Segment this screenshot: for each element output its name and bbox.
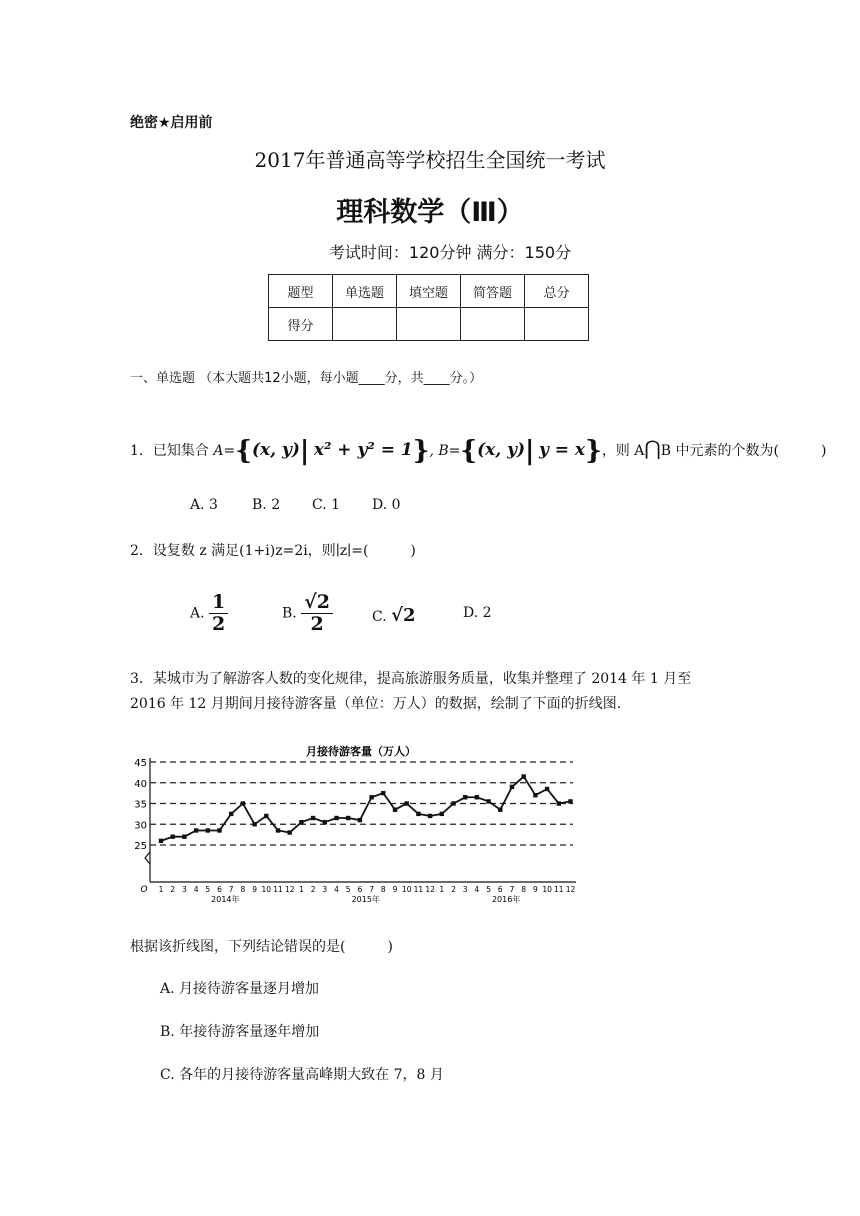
fraction-half xyxy=(209,592,228,635)
score-table xyxy=(268,274,589,341)
data-point xyxy=(510,785,514,789)
score-cell[interactable] xyxy=(333,308,397,341)
x-tick-label: 8 xyxy=(240,885,246,894)
origin-label: O xyxy=(140,885,148,895)
year-label: 2016年 xyxy=(491,895,521,904)
data-point xyxy=(440,812,444,816)
x-tick-label: 9 xyxy=(392,885,398,894)
score-table-score-row xyxy=(269,308,589,341)
score-header-cell: 总分 xyxy=(525,275,589,308)
x-tick-label: 9 xyxy=(252,885,257,894)
q1-b-set-left: (x, y) xyxy=(477,440,526,460)
x-tick-label: 2 xyxy=(310,885,316,894)
data-point xyxy=(311,816,315,820)
data-point xyxy=(463,795,467,799)
data-point xyxy=(323,820,327,824)
score-header-cell: 填空题 xyxy=(397,275,461,308)
x-tick-label: 7 xyxy=(509,885,515,894)
score-header-cell: 题型 xyxy=(269,275,333,308)
x-tick-label: 3 xyxy=(462,885,468,894)
fraction-numerator: 1 xyxy=(209,592,228,614)
data-point xyxy=(451,801,455,805)
q1-suffix2: B 中元素的个数为( ) xyxy=(660,443,827,459)
x-tick-label: 5 xyxy=(205,885,211,894)
data-point xyxy=(428,814,432,818)
data-point xyxy=(557,801,561,805)
q2-option-c[interactable] xyxy=(372,605,415,626)
x-tick-label: 12 xyxy=(284,885,295,894)
q1-suffix: ，则 A xyxy=(601,443,645,459)
q3-option-c[interactable]: C. 各年的月接待游客量高峰期大致在 7，8 月 xyxy=(160,1067,444,1083)
data-point xyxy=(346,816,350,820)
x-tick-label: 4 xyxy=(474,885,480,894)
data-point xyxy=(533,793,537,797)
fraction-sqrt2-over-2 xyxy=(301,592,333,635)
data-point xyxy=(393,808,397,812)
x-tick-label: 1 xyxy=(299,885,304,894)
x-tick-label: 8 xyxy=(521,885,527,894)
q2-option-a[interactable] xyxy=(190,592,228,635)
data-point xyxy=(299,820,303,824)
x-tick-label: 10 xyxy=(401,885,412,894)
x-tick-label: 4 xyxy=(193,885,199,894)
q2-option-b-label: B. xyxy=(282,605,297,622)
data-point xyxy=(405,801,409,805)
x-tick-label: 11 xyxy=(413,885,424,894)
data-point xyxy=(381,791,385,795)
q2-option-a-label: A. xyxy=(190,605,205,622)
score-cell[interactable] xyxy=(525,308,589,341)
data-point xyxy=(194,828,198,832)
data-point xyxy=(545,787,549,791)
q1-option-c[interactable]: C. 1 xyxy=(312,497,341,513)
q1-a-set-left: (x, y) xyxy=(251,440,300,460)
x-tick-label: 6 xyxy=(357,885,363,894)
x-tick-label: 7 xyxy=(369,885,374,894)
y-tick-label: 40 xyxy=(134,778,147,790)
q3-option-b[interactable]: B. 年接待游客量逐年增加 xyxy=(160,1024,320,1040)
data-point xyxy=(486,799,490,803)
x-tick-label: 1 xyxy=(158,885,164,894)
q2-option-b[interactable] xyxy=(282,592,333,635)
q3-line-1: 3．某城市为了解游客人数的变化规律，提高旅游服务质量，收集并整理了 2014 年 1 月至 xyxy=(130,671,692,687)
fraction-numerator: √2 xyxy=(301,592,333,614)
x-tick-label: 7 xyxy=(228,885,234,894)
q1-b-set-cond: y = x xyxy=(538,440,586,460)
score-row-label: 得分 xyxy=(269,308,333,341)
data-point xyxy=(252,822,256,826)
x-tick-label: 8 xyxy=(380,885,386,894)
x-tick-label: 2 xyxy=(170,885,176,894)
x-tick-label: 10 xyxy=(261,885,272,894)
q2-option-c-label: C. xyxy=(372,609,387,625)
x-tick-label: 5 xyxy=(345,885,351,894)
data-point xyxy=(229,812,233,816)
q3-line-2: 2016 年 12 月期间月接待游客量（单位：万人）的数据，绘制了下面的折线图. xyxy=(130,696,622,712)
series-line xyxy=(161,777,571,841)
data-point xyxy=(358,818,362,822)
q3-option-a[interactable]: A. 月接待游客量逐月增加 xyxy=(160,981,320,997)
subject-title: 理科数学（Ⅲ） xyxy=(336,197,524,228)
data-point xyxy=(241,801,245,805)
data-point xyxy=(522,774,526,778)
x-tick-label: 4 xyxy=(334,885,339,894)
data-point xyxy=(334,816,338,820)
fraction-denominator: 2 xyxy=(310,612,324,635)
x-tick-label: 10 xyxy=(542,885,552,894)
x-tick-label: 11 xyxy=(273,885,283,894)
q1-cap-symbol: ⋂ xyxy=(644,436,661,460)
data-point xyxy=(416,812,420,816)
y-tick-label: 45 xyxy=(134,758,147,769)
x-tick-label: 11 xyxy=(554,885,564,894)
data-point xyxy=(276,828,280,832)
x-tick-label: 5 xyxy=(486,885,491,894)
score-table-header-row xyxy=(269,275,589,308)
visitor-line-chart xyxy=(128,740,578,905)
q2-option-d[interactable]: D. 2 xyxy=(463,605,492,621)
q1-a-set-cond: x² + y² = 1 xyxy=(313,440,413,460)
q1-option-b[interactable]: B. 2 xyxy=(252,497,281,513)
x-tick-label: 1 xyxy=(439,885,445,894)
q1-a-label: A= xyxy=(213,443,236,459)
data-point xyxy=(288,830,292,834)
data-point xyxy=(182,835,186,839)
q1-b-label: , B= xyxy=(429,443,461,459)
time-info: 考试时间：120分钟 满分：150分 xyxy=(328,243,572,262)
x-tick-label: 12 xyxy=(565,885,576,894)
q1-option-a[interactable]: A. 3 xyxy=(190,497,218,513)
sqrt2-value: √2 xyxy=(391,605,416,626)
year-label: 2015年 xyxy=(351,895,380,904)
axis-break-mark xyxy=(145,852,150,864)
question-1: 1．已知集合 A={(x, y)| x² + y² = 1}, B={(x, y)| y = x}，则 A⋂B 中元素的个数为( ) xyxy=(130,436,827,466)
chart-title: 月接待游客量（万人） xyxy=(306,745,416,758)
x-tick-label: 6 xyxy=(497,885,503,894)
data-point xyxy=(171,835,175,839)
x-tick-label: 12 xyxy=(425,885,435,894)
x-tick-label: 3 xyxy=(182,885,187,894)
x-tick-label: 9 xyxy=(533,885,538,894)
fraction-denominator: 2 xyxy=(212,612,226,635)
data-point xyxy=(369,795,373,799)
score-cell[interactable] xyxy=(397,308,461,341)
y-tick-label: 25 xyxy=(134,841,147,852)
score-header-cell: 简答题 xyxy=(461,275,525,308)
x-tick-label: 3 xyxy=(322,885,328,894)
y-tick-label: 35 xyxy=(134,799,147,811)
data-point xyxy=(206,828,210,832)
q1-prefix: 1．已知集合 xyxy=(130,443,209,459)
data-point xyxy=(217,828,221,832)
year-label: 2014年 xyxy=(211,895,240,904)
secret-mark: 绝密★启用前 xyxy=(130,115,213,131)
x-tick-label: 2 xyxy=(451,885,456,894)
score-header-cell: 单选题 xyxy=(333,275,397,308)
x-tick-label: 6 xyxy=(217,885,222,894)
data-point xyxy=(568,799,572,803)
y-tick-label: 30 xyxy=(134,820,147,832)
data-point xyxy=(475,795,479,799)
section-heading: 一、单选题 （本大题共12小题，每小题____分，共____分。） xyxy=(130,371,483,386)
question-2: 2．设复数 z 满足(1+i)z=2i，则∣z∣=( ) xyxy=(130,543,416,559)
exam-title: 2017年普通高等学校招生全国统一考试 xyxy=(254,148,606,172)
data-point xyxy=(159,839,163,843)
data-point xyxy=(264,814,268,818)
score-cell[interactable] xyxy=(461,308,525,341)
q1-option-d[interactable]: D. 0 xyxy=(372,497,401,513)
q3-question: 根据该折线图，下列结论错误的是( ) xyxy=(130,939,393,955)
data-point xyxy=(498,808,502,812)
